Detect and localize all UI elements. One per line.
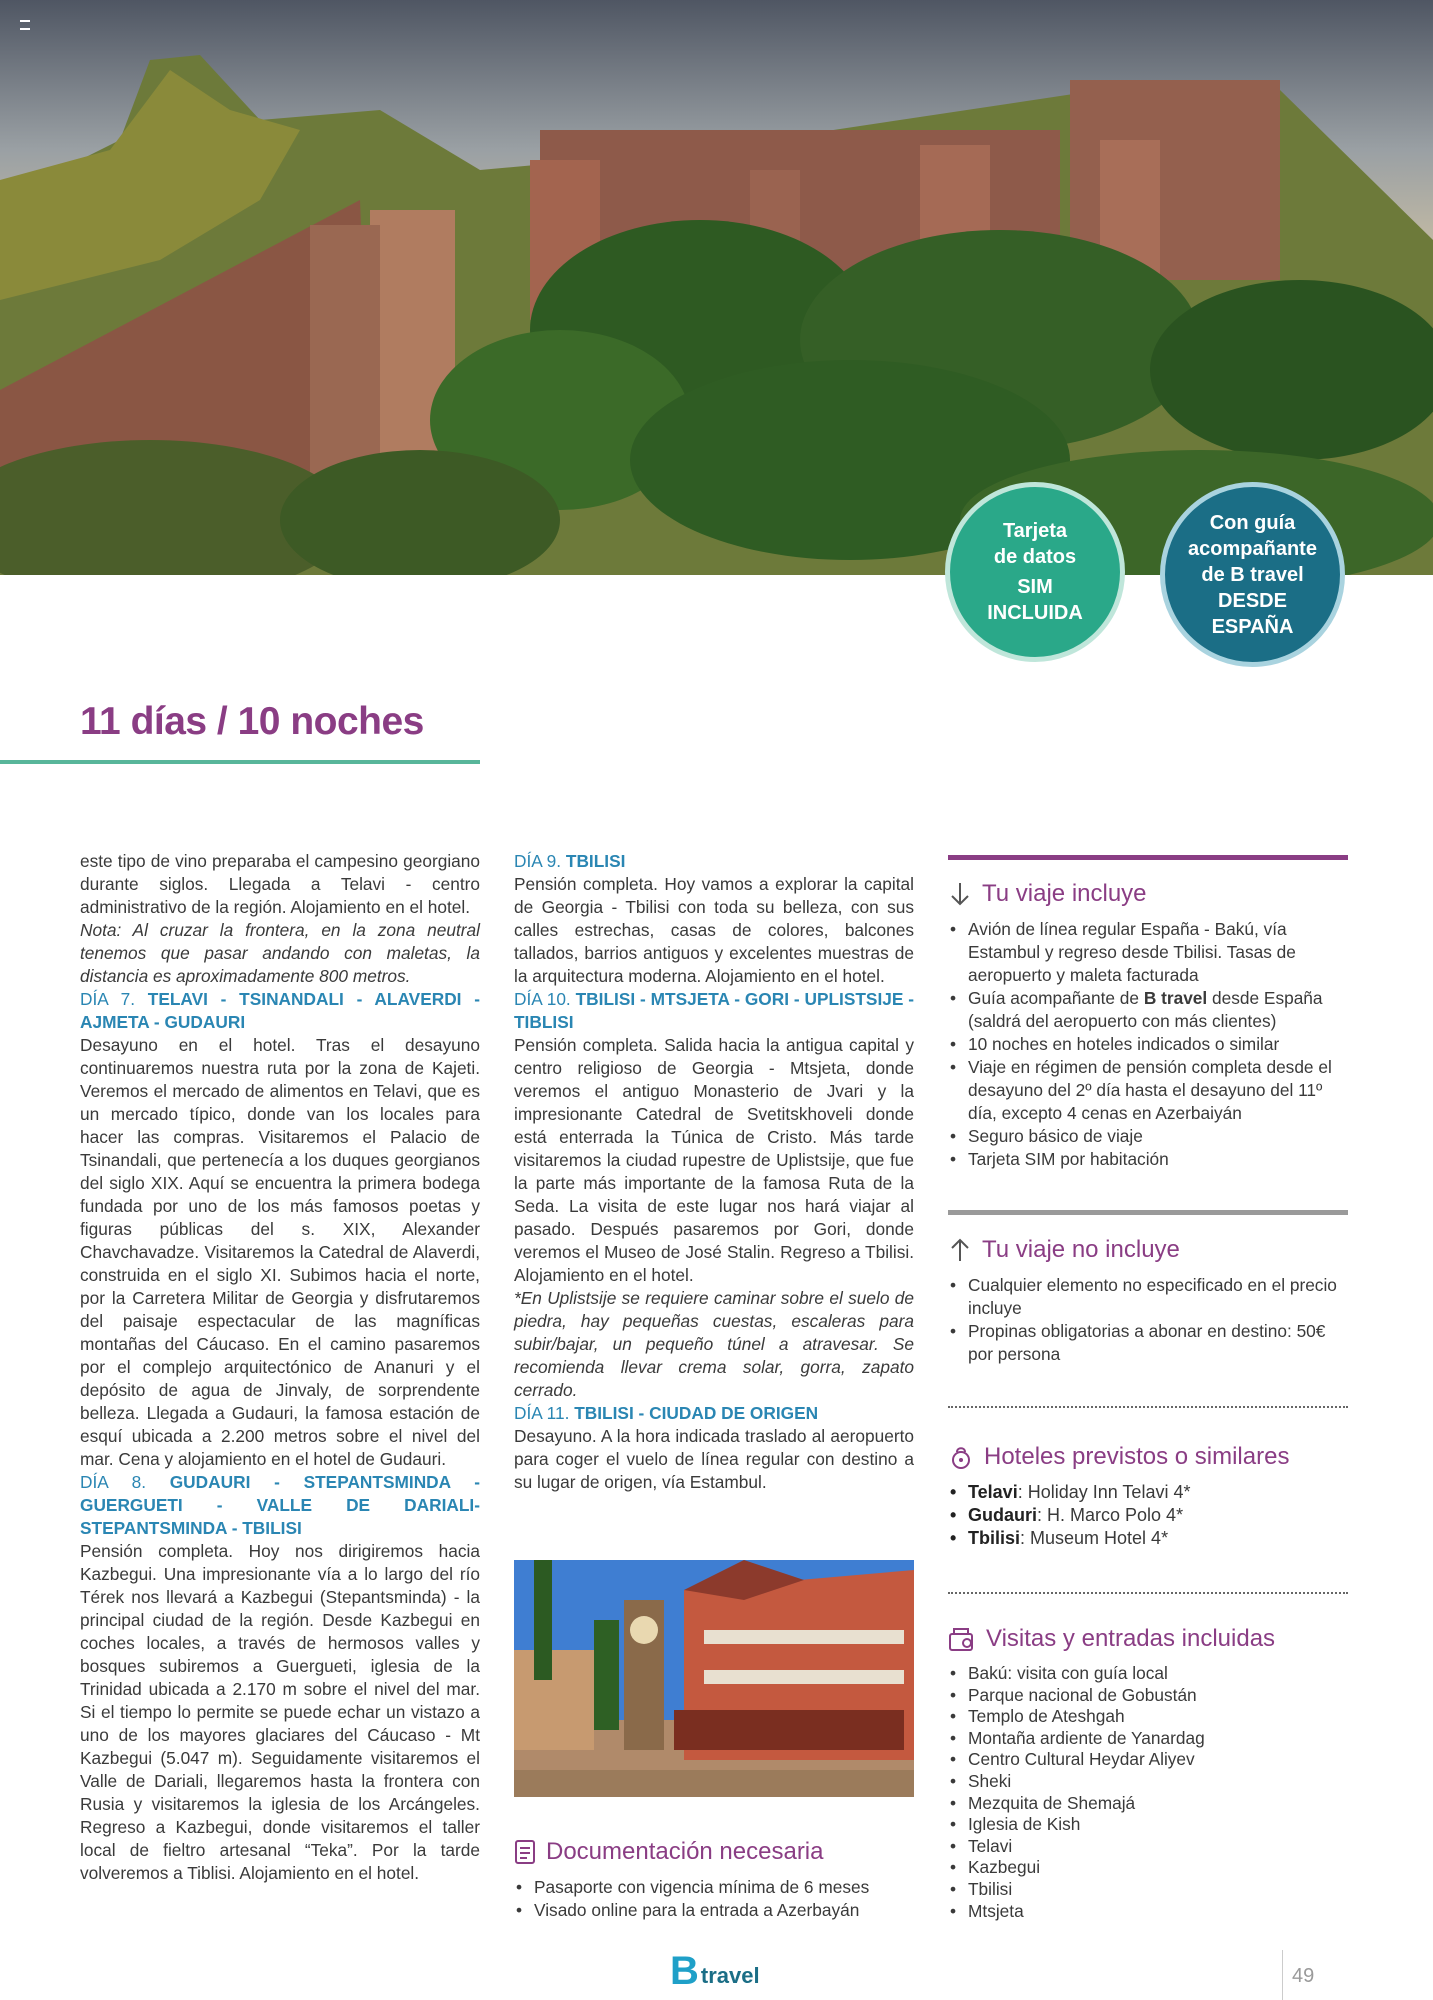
dotted-divider: [948, 1592, 1348, 1594]
document-icon: [514, 1839, 536, 1865]
hotels-list: [948, 1481, 1348, 1550]
tbilisi-street-illustration: [514, 1560, 914, 1797]
list-item: • Tbilisi: [948, 1879, 1348, 1901]
hotels-heading: Hoteles previstos o similares: [948, 1443, 1348, 1471]
day-7-text: Desayuno en el hotel. Tras el desayuno continuaremos nuestra ruta por la zona de Kajeti. Veremos el mercado de alimentos en Telavi, que es un mercado típico, donde van los locales para hacer las compras. Visitaremos el Palacio de Tsinandali, que pertenecía a los duques georgianos del siglo XIX. Aquí se encuentra la primera bodega fundada por uno de los más famosos poetas y figuras públicas del s. XIX, Alexander Chavchavadze. Visitaremos la Catedral de Alaverdi, construida en el siglo XI. Subimos hacia el norte, por la Carretera Militar de Georgia y disfrutaremos del paisaje espectacular de las magníficas montañas del Cáucaso. En el camino pasaremos por el complejo arquitectónico de Ananuri y el depósito de agua de Jinvaly, de sorprendente belleza. Llegada a Gudauri, la famosa estación de esquí ubicada a 2.200 metros sobre el nivel del mar. Cena y alojamiento en el hotel de Gudauri.: [80, 1035, 480, 1469]
list-item: • Cualquier elemento no especificado en el precio incluye: [948, 1274, 1348, 1320]
not-includes-list: [948, 1274, 1348, 1366]
includes-top-rule: [948, 855, 1348, 860]
list-item: • Avión de línea regular España - Bakú, vía Estambul y regreso desde Tbilisi. Tasas de aeropuerto y maleta facturada: [948, 918, 1348, 987]
visits-heading: Visitas y entradas incluidas: [948, 1625, 1348, 1653]
hero-menu-mark: [20, 20, 30, 30]
list-item: • Tbilisi: Museum Hotel 4*: [948, 1527, 1348, 1550]
list-item: • Templo de Ateshgah: [948, 1706, 1348, 1728]
not-includes-top-rule: [948, 1210, 1348, 1215]
title-underline: [0, 760, 480, 764]
hotel-icon: [948, 1444, 974, 1470]
day-9-heading: DÍA 9. TBILISI: [514, 851, 626, 871]
list-item: • Centro Cultural Heydar Aliyev: [948, 1749, 1348, 1771]
ticket-icon: [948, 1626, 976, 1652]
intro-text: este tipo de vino preparaba el campesino georgiano durante siglos. Llegada a Telavi - centro administrativo de la región. Alojamiento en el hotel.: [80, 851, 480, 917]
page-number: 49: [1292, 1965, 1315, 1987]
visits-list: [948, 1663, 1348, 1922]
list-item: • Propinas obligatorias a abonar en destino: 50€ por persona: [948, 1320, 1348, 1366]
list-item: • Bakú: visita con guía local: [948, 1663, 1348, 1685]
page-number-divider: [1282, 1950, 1283, 2000]
tbilisi-photo: [514, 1560, 914, 1797]
list-item: • Montaña ardiente de Yanardag: [948, 1728, 1348, 1750]
day-10-heading: DÍA 10. TBILISI - MTSJETA - GORI - UPLISTSIJE - TIBLISI: [514, 989, 914, 1032]
day-11-text: Desayuno. A la hora indicada traslado al aeropuerto para coger el vuelo de línea regular con destino a su lugar de origen, vía Estambul.: [514, 1426, 914, 1492]
documentation-list: [514, 1876, 914, 1922]
day-10-note: *En Uplistsije se requiere caminar sobre el suelo de piedra, hay pequeñas cuestas, escaleras para subir/bajar, un pequeño túnel a atravesar. Se recomienda llevar crema solar, gorra, zapato cerrado.: [514, 1288, 914, 1400]
page-title: 11 días / 10 noches: [80, 700, 424, 743]
list-item: • Mezquita de Shemajá: [948, 1793, 1348, 1815]
includes-heading: Tu viaje incluye: [948, 880, 1348, 908]
list-item: • 10 noches en hoteles indicados o similar: [948, 1033, 1348, 1056]
itinerary-column-1: [80, 850, 480, 1885]
day-10-text: Pensión completa. Salida hacia la antigua capital y centro religioso de Georgia - Mtsjeta, donde veremos el antiguo Monasterio de Jvari y la impresionante Catedral de Svetitskhoveli donde está enterrada la Túnica de Cristo. Más tarde visitaremos la ciudad rupestre de Uplistsije, que fue la parte más importante de la famosa Ruta de la Seda. La visita de este lugar nos hará viajar al pasado. Después pasaremos por Gori, donde veremos el Museo de José Stalin. Regreso a Tbilisi. Alojamiento en el hotel.: [514, 1035, 914, 1285]
list-item: • Kazbegui: [948, 1857, 1348, 1879]
hotels-section: [948, 1443, 1348, 1550]
list-item: • Tarjeta SIM por habitación: [948, 1148, 1348, 1171]
day-8-heading: DÍA 8. GUDAURI - STEPANTSMINDA - GUERGUETI - VALLE DE DARIALI- STEPANTSMINDA - TBILISI: [80, 1472, 480, 1538]
visits-section: [948, 1625, 1348, 1922]
documentation-section: [514, 1838, 914, 1922]
list-item: • Parque nacional de Gobustán: [948, 1685, 1348, 1707]
documentation-heading: Documentación necesaria: [514, 1838, 914, 1866]
guide-badge: Con guía acompañante de B travel DESDE ESPAÑA: [1160, 482, 1345, 667]
list-item: • Seguro básico de viaje: [948, 1125, 1348, 1148]
arrow-up-icon: [948, 1237, 972, 1263]
day-8-text: Pensión completa. Hoy nos dirigiremos hacia Kazbegui. Una impresionante vía a lo largo del río Térek nos llevará a Kazbegui (Stepantsminda) - la principal ciudad de la región. Desde Kazbegui en coches locales, a través de hermosos valles y bosques subiremos a Guergueti, iglesia de la Trinidad ubicada a 2.170 m sobre el nivel del mar. Si el tiempo lo permite se puede echar un vistazo a uno de los mayores glaciares del Cáucaso - Mt Kazbegui (5.047 m). Seguidamente visitaremos el Valle de Dariali, llegaremos hasta la frontera con Rusia y visitaremos la iglesia de los Arcángeles. Regreso a Kazbegui, donde visitaremos el taller local de fieltro artesanal “Teka”. Por la tarde volveremos a Tiblisi. Alojamiento en el hotel.: [80, 1541, 480, 1883]
btravel-logo: B travel: [670, 1949, 760, 1993]
list-item: • Viaje en régimen de pensión completa desde el desayuno del 2º día hasta el desayuno del 11º día, excepto 4 cenas en Azerbaiyán: [948, 1056, 1348, 1125]
day-7-heading: DÍA 7. TELAVI - TSINANDALI - ALAVERDI - AJMETA - GUDAURI: [80, 989, 480, 1032]
dotted-divider: [948, 1406, 1348, 1408]
list-item: • Guía acompañante de B travel desde España (saldrá del aeropuerto con más clientes): [948, 987, 1348, 1033]
list-item: • Telavi: Holiday Inn Telavi 4*: [948, 1481, 1348, 1504]
not-includes-section: [948, 1236, 1348, 1366]
list-item: • Telavi: [948, 1836, 1348, 1858]
list-item: • Mtsjeta: [948, 1901, 1348, 1923]
itinerary-column-2: [514, 850, 914, 1494]
includes-list: [948, 918, 1348, 1171]
list-item: • Sheki: [948, 1771, 1348, 1793]
day-11-heading: DÍA 11. TBILISI - CIUDAD DE ORIGEN: [514, 1403, 819, 1423]
list-item: • Iglesia de Kish: [948, 1814, 1348, 1836]
list-item: • Gudauri: H. Marco Polo 4*: [948, 1504, 1348, 1527]
border-note: Nota: Al cruzar la frontera, en la zona neutral tenemos que pasar andando con maletas, la distancia es aproximadamente 800 metros.: [80, 920, 480, 986]
sim-card-badge: Tarjeta de datos SIM INCLUIDA: [945, 482, 1125, 662]
arrow-down-icon: [948, 881, 972, 907]
list-item: • Pasaporte con vigencia mínima de 6 meses: [514, 1876, 914, 1899]
day-9-text: Pensión completa. Hoy vamos a explorar la capital de Georgia - Tbilisi con toda su belleza, con sus calles estrechas, casas de colores, balcones tallados, barrios antiguos y excelentes muestras de la arquitectura moderna. Alojamiento en el hotel.: [514, 874, 914, 986]
not-includes-heading: Tu viaje no incluye: [948, 1236, 1348, 1264]
list-item: • Visado online para la entrada a Azerbayán: [514, 1899, 914, 1922]
includes-section: [948, 880, 1348, 1171]
